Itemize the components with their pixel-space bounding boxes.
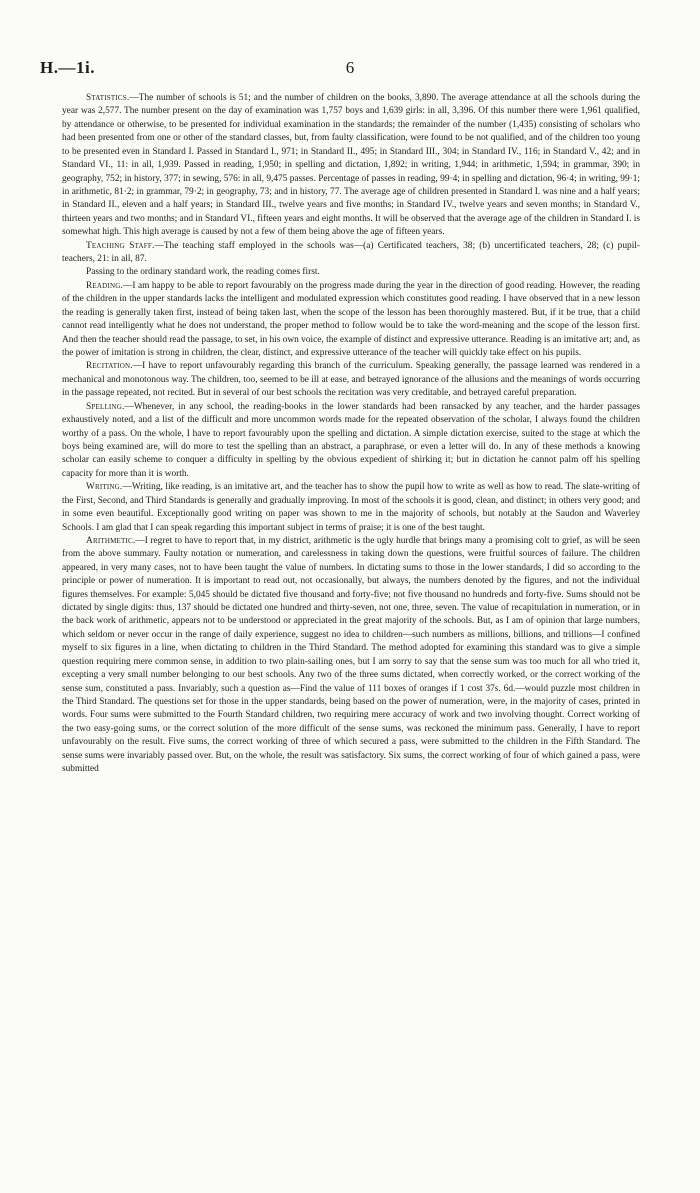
paragraph-text: —I regret to have to report that, in my district, arithmetic is the ugly hurdle that brings many a promising colt to grief, as will be seen from the above summary. Faulty notation or numeration, and carelessness in taking down the questions, were fruitful sources of failure. The children appeared, in very many cases, not to have been taught the value of numbers. In dictating sums to those in the lower standards, I did so according to the principle or power of numeration. It is important to read out, not occasionally, but always, the numbers denoted by the figures, and not the individual figures themselves. For example: 5,045 should be dictated five thousand and forty-five; not five thousand no hundreds and forty-five. Sums should not be dictated by single digits: thus, 137 should be dictated one hundred and thirty-seven, not one, three, seven. The value of recapitulation in numeration, or in the back work of arithmetic, appears not to be understood or appreciated in the great majority of the schools. But, as I am of opinion that large numbers, which seldom or never occur in the range of daily experience, suggest no idea to children—such numbers as millions, billions, and trillions—I confined myself to six figures in a line, when dictating to children in the Third Standard. The method adopted for examining this standard was to give a simple question requiring mere common sense, in addition to two plain-sailing ones, but I am sorry to say that the sense sum was too much for all who tried it, excepting a very small number belonging to our best schools. Any two of the three sums dictated, when correctly worked, or the correct working of the sense sum, constituted a pass. Invariably, such a question as—Find the value of 111 boxes of oranges if 1 cost 37s. 6d.—would puzzle most children in the Third Standard. The questions set for those in the upper standards, being based on the power of numeration, were, in the majority of cases, printed in words. Four sums were submitted to the Fourth Standard children, two requiring mere accuracy of work and two involving thought. Correct working of the two easy-going sums, or the correct solution of the more difficult of the sense sums, was reckoned the minimum pass. Generally, I have to report unfavourably on the result. Five sums, the correct working of three of which secured a pass, were submitted to the children in the Fifth Standard. The sense sums were invariably passed over. But, on the whole, the result was satisfactory. Six sums, the correct working of four of which gained a pass, were submitted: [62, 535, 640, 775]
paragraph-text: —I have to report unfavourably regarding this branch of the curriculum. Speaking generally, the passage learned was rendered in a mechanical and monotonous way. The children, too, seemed to be ill at ease, and betrayed ignorance of the allusions and the meanings of words occurring in the passage repeated, not recited. But in several of our best schools the recitation was very creditable, and betrayed careful preparation.: [62, 361, 640, 399]
paragraph-reading: [62, 280, 640, 361]
section-heading: Recitation.: [86, 361, 133, 372]
document-reference: H.—1i.: [40, 58, 95, 77]
page-number: 6: [345, 58, 355, 77]
paragraph-recitation: [62, 360, 640, 400]
section-heading: Spelling.: [86, 401, 125, 412]
paragraph-transition: [62, 266, 640, 279]
paragraph-text: —Writing, like reading, is an imitative art, and the teacher has to show the pupil how to write as well as how to read. The slate-writing of the First, Second, and Third Standards is generally and gradually improving. In most of the schools it is good, clean, and distinct; in others very good; and in some even beautiful. Exceptionally good writing on paper was shown to me in the majority of schools, but notably at the Saudon and Waverley Schools. I am glad that I can speak regarding this important subject in terms of praise; it is one of the best taught.: [62, 482, 640, 533]
paragraph-text: —Whenever, in any school, the reading-books in the lower standards had been ransacked by any teacher, and the harder passages exhaustively noted, and a list of the difficult and more uncommon words made for the repeated observation of the scholar, I always found the children worthy of a pass. On the whole, I have to report favourably upon the spelling and dictation. A simple dictation exercise, suited to the stage at which the boys being examined are, will do more to test the spelling than an abstract, a paraphrase, or even a letter will do. In any of these methods a knowing scholar can easily scheme to conquer a difficulty in spelling by the obvious expedient of shirking it; but in dictation he cannot palm off his spelling capacity for more than it is worth.: [62, 401, 640, 479]
paragraph-statistics: [62, 92, 640, 240]
paragraph-text: —I am happy to be able to report favourably on the progress made during the year in the direction of good reading. However, the reading of the children in the upper standards lacks the intelligent and modulated expression which constitutes good reading. I have observed that in a new lesson the reading is generally taken first, instead of being taken last, when the scope of the lesson has been thoroughly mastered. But, if it be true, that a child cannot read intelligently what he does not understand, the proper method to follow would be to take the word-meaning and the scope of the lesson first. And then the teacher should read the passage, to set, in his own voice, the example of distinct and expressive utterance. Reading is an imitative art; and, as the power of imitation is strong in children, the clear, distinct, and expressive utterance of the teacher will quickly take effect on his pupils.: [62, 280, 640, 359]
section-heading: Reading.: [86, 280, 123, 291]
paragraph-text: —The number of schools is 51; and the number of children on the books, 3,890. The average attendance at all the schools during the year was 2,577. The number present on the day of examination was 1,757 boys and 1,639 girls: in all, 3,396. Of this number there were 1,961 qualified, by attendance or otherwise, to be presented for individual examination in the standards; the remainder of the number (1,435) consisting of scholars who had been presented from one or other of the standard classes, but, from faulty classification, were found to be not qualified, and of the children too young to be presented even in Standard I. Passed in Standard I., 971; in Standard II., 495; in Standard III., 304; in Standard IV., 116; in Standard V., 42; and in Standard VI., 11: in all, 1,939. Passed in reading, 1,950; in spelling and dictation, 1,892; in writing, 1,944; in arithmetic, 1,594; in grammar, 390; in geography, 752; in history, 377; in sewing, 576: in all, 9,475 passes. Percentage of passes in reading, 99·4; in spelling and dictation, 96·4; in writing, 99·1; in arithmetic, 81·2; in grammar, 79·2; in geography, 73; and in history, 77. The average age of children presented in Standard I. was nine and a half years; in Standard II., eleven and a half years; in Standard III., twelve years and five months; in Standard IV., twelve years and seven months; in Standard V., thirteen years and two months; and in Standard VI., fifteen years and eight months. It will be observed that the average age of the children in Standard I. is somewhat high. This high average is caused by not a few of them being above the age of fifteen years.: [62, 93, 641, 238]
paragraph-arithmetic: [62, 535, 640, 777]
page-header: [40, 58, 660, 82]
paragraph-text: Passing to the ordinary standard work, the reading comes first.: [86, 267, 320, 278]
section-heading: Teaching Staff.: [86, 240, 155, 251]
paragraph-text: —The teaching staff employed in the schools was—(a) Certificated teachers, 38; (b) uncertificated teachers, 28; (c) pupil-teachers, 21: in all, 87.: [62, 240, 640, 265]
paragraph-writing: [62, 481, 640, 535]
section-heading: Arithmetic.: [86, 535, 136, 546]
paragraph-teaching-staff: [62, 240, 640, 267]
paragraph-spelling: [62, 401, 640, 482]
section-heading: Writing.: [86, 482, 123, 493]
report-body: [62, 92, 640, 777]
section-heading: Statistics.: [86, 93, 130, 103]
